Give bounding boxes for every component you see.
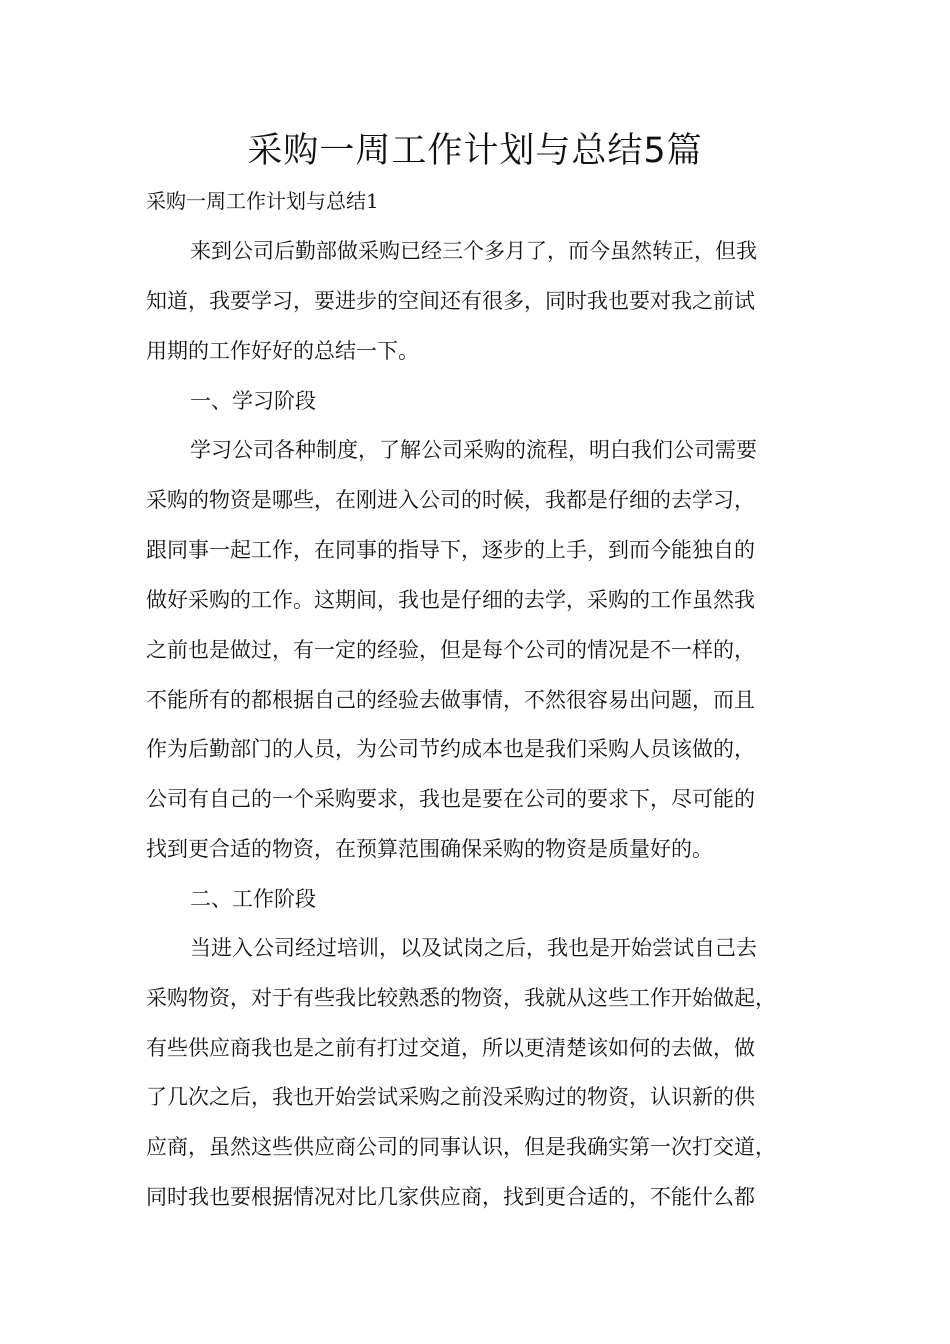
paragraph-line: 做好采购的工作。这期间，我也是仔细的去学，采购的工作虽然我 xyxy=(146,588,755,612)
paragraph-line: 跟同事一起工作，在同事的指导下，逐步的上手，到而今能独自的 xyxy=(146,538,755,562)
document-title: 采购一周工作计划与总结5篇 xyxy=(247,131,703,171)
paragraph-line: 学习公司各种制度，了解公司采购的流程，明白我们公司需要 xyxy=(190,438,757,462)
paragraph-line: 找到更合适的物资，在预算范围确保采购的物资是质量好的。 xyxy=(146,837,713,861)
paragraph-line: 有些供应商我也是之前有打过交道，所以更清楚该如何的去做，做 xyxy=(146,1036,755,1060)
paragraph-line: 同时我也要根据情况对比几家供应商，找到更合适的，不能什么都 xyxy=(146,1185,755,1209)
paragraph-line: 不能所有的都根据自己的经验去做事情，不然很容易出问题，而且 xyxy=(146,688,755,712)
paragraph-line: 来到公司后勤部做采购已经三个多月了，而今虽然转正，但我 xyxy=(190,239,757,263)
paragraph-line: 采购的物资是哪些，在刚进入公司的时候，我都是仔细的去学习， xyxy=(146,488,755,512)
paragraph-line: 了几次之后，我也开始尝试采购之前没采购过的物资，认识新的供 xyxy=(146,1085,755,1109)
paragraph-line: 用期的工作好好的总结一下。 xyxy=(146,339,419,363)
paragraph-line: 知道，我要学习，要进步的空间还有很多，同时我也要对我之前试 xyxy=(146,289,755,313)
paragraph-line: 应商，虽然这些供应商公司的同事认识，但是我确实第一次打交道， xyxy=(146,1135,776,1159)
paragraph-line: 公司有自己的一个采购要求，我也是要在公司的要求下，尽可能的 xyxy=(146,787,755,811)
document-subtitle: 采购一周工作计划与总结1 xyxy=(146,189,379,213)
paragraph-line: 采购物资，对于有些我比较熟悉的物资，我就从这些工作开始做起， xyxy=(146,986,776,1010)
paragraph-line: 当进入公司经过培训，以及试岗之后，我也是开始尝试自己去 xyxy=(190,936,757,960)
section-heading: 二、工作阶段 xyxy=(190,887,316,911)
paragraph-line: 之前也是做过，有一定的经验，但是每个公司的情况是不一样的， xyxy=(146,638,755,662)
paragraph-line: 作为后勤部门的人员，为公司节约成本也是我们采购人员该做的， xyxy=(146,737,755,761)
section-heading: 一、学习阶段 xyxy=(190,389,316,413)
